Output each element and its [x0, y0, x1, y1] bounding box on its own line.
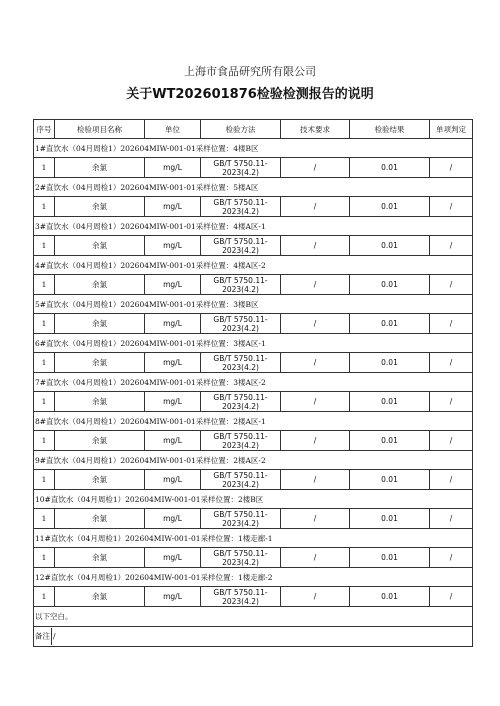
group-label: 5#直饮水（04月周检1）202604MIW-001-01采样位置：3楼B区: [34, 295, 473, 314]
cell-item-name: 余氯: [55, 548, 145, 568]
table-row: [34, 431, 473, 451]
cell-result: 0.01: [350, 314, 430, 334]
cell-judgement: /: [430, 470, 473, 490]
group-header-row: [34, 217, 473, 236]
cell-requirement: /: [281, 353, 350, 373]
remark-divider: [51, 628, 52, 645]
remark-cell: [34, 627, 473, 647]
cell-unit: mg/L: [145, 197, 201, 217]
cell-unit: mg/L: [145, 392, 201, 412]
cell-requirement: /: [281, 275, 350, 295]
cell-unit: mg/L: [145, 275, 201, 295]
cell-seq: 1: [34, 353, 55, 373]
cell-requirement: /: [281, 587, 350, 607]
cell-unit: mg/L: [145, 353, 201, 373]
group-header-row: [34, 139, 473, 158]
cell-method: GB/T 5750.11-2023(4.2): [201, 353, 281, 373]
remark-label: 备注: [35, 631, 50, 641]
cell-item-name: 余氯: [55, 587, 145, 607]
group-header-row: [34, 373, 473, 392]
group-label: 10#直饮水（04月周检1）202604MIW-001-01采样位置：2楼B区: [34, 490, 473, 509]
cell-judgement: /: [430, 314, 473, 334]
group-header-row: [34, 178, 473, 197]
cell-method: GB/T 5750.11-2023(4.2): [201, 275, 281, 295]
table-row: [34, 392, 473, 412]
table-row: [34, 587, 473, 607]
cell-method: GB/T 5750.11-2023(4.2): [201, 158, 281, 178]
header-result: 检验结果: [350, 120, 430, 139]
cell-method: GB/T 5750.11-2023(4.2): [201, 587, 281, 607]
cell-seq: 1: [34, 470, 55, 490]
group-header-row: [34, 334, 473, 353]
cell-judgement: /: [430, 587, 473, 607]
cell-judgement: /: [430, 353, 473, 373]
cell-requirement: /: [281, 431, 350, 451]
cell-item-name: 余氯: [55, 275, 145, 295]
cell-seq: 1: [34, 548, 55, 568]
cell-seq: 1: [34, 509, 55, 529]
cell-result: 0.01: [350, 197, 430, 217]
cell-judgement: /: [430, 275, 473, 295]
cell-judgement: /: [430, 158, 473, 178]
blank-note: 以下空白。: [34, 607, 473, 627]
group-label: 12#直饮水（04月周检1）202604MIW-001-01采样位置：1楼走廊-2: [34, 568, 473, 587]
cell-seq: 1: [34, 314, 55, 334]
cell-seq: 1: [34, 587, 55, 607]
cell-requirement: /: [281, 197, 350, 217]
cell-result: 0.01: [350, 353, 430, 373]
blank-note-row: [34, 607, 473, 627]
cell-seq: 1: [34, 158, 55, 178]
cell-unit: mg/L: [145, 314, 201, 334]
cell-method: GB/T 5750.11-2023(4.2): [201, 236, 281, 256]
table-row: [34, 197, 473, 217]
cell-judgement: /: [430, 431, 473, 451]
group-label: 9#直饮水（04月周检1）202604MIW-001-01采样位置：2楼A区-2: [34, 451, 473, 470]
cell-item-name: 余氯: [55, 158, 145, 178]
header-judgement: 单项判定: [430, 120, 473, 139]
table-row: [34, 509, 473, 529]
cell-unit: mg/L: [145, 548, 201, 568]
organization-name: 上海市食品研究所有限公司: [184, 65, 316, 78]
cell-judgement: /: [430, 509, 473, 529]
cell-item-name: 余氯: [55, 353, 145, 373]
cell-judgement: /: [430, 197, 473, 217]
cell-requirement: /: [281, 548, 350, 568]
document-title: 关于WT202601876检验检测报告的说明: [126, 87, 374, 102]
cell-result: 0.01: [350, 158, 430, 178]
cell-item-name: 余氯: [55, 197, 145, 217]
group-header-row: [34, 490, 473, 509]
table-row: [34, 158, 473, 178]
cell-requirement: /: [281, 392, 350, 412]
group-label: 2#直饮水（04月周检1）202604MIW-001-01采样位置：5楼A区: [34, 178, 473, 197]
cell-seq: 1: [34, 236, 55, 256]
table-row: [34, 314, 473, 334]
group-label: 6#直饮水（04月周检1）202604MIW-001-01采样位置：3楼A区-1: [34, 334, 473, 353]
cell-seq: 1: [34, 392, 55, 412]
group-label: 7#直饮水（04月周检1）202604MIW-001-01采样位置：3楼A区-2: [34, 373, 473, 392]
group-header-row: [34, 568, 473, 587]
cell-result: 0.01: [350, 275, 430, 295]
cell-judgement: /: [430, 548, 473, 568]
cell-item-name: 余氯: [55, 470, 145, 490]
cell-requirement: /: [281, 314, 350, 334]
table-row: [34, 353, 473, 373]
cell-method: GB/T 5750.11-2023(4.2): [201, 314, 281, 334]
group-header-row: [34, 256, 473, 275]
cell-unit: mg/L: [145, 431, 201, 451]
cell-judgement: /: [430, 392, 473, 412]
cell-seq: 1: [34, 275, 55, 295]
group-header-row: [34, 529, 473, 548]
cell-result: 0.01: [350, 548, 430, 568]
cell-requirement: /: [281, 470, 350, 490]
cell-result: 0.01: [350, 587, 430, 607]
header-unit: 单位: [145, 120, 201, 139]
header-requirement: 技术要求: [281, 120, 350, 139]
cell-unit: mg/L: [145, 236, 201, 256]
cell-method: GB/T 5750.11-2023(4.2): [201, 197, 281, 217]
cell-method: GB/T 5750.11-2023(4.2): [201, 509, 281, 529]
cell-item-name: 余氯: [55, 236, 145, 256]
group-label: 3#直饮水（04月周检1）202604MIW-001-01采样位置：4楼A区-1: [34, 217, 473, 236]
group-label: 1#直饮水（04月周检1）202604MIW-001-01采样位置：4楼B区: [34, 139, 473, 158]
cell-method: GB/T 5750.11-2023(4.2): [201, 548, 281, 568]
cell-judgement: /: [430, 236, 473, 256]
header-row: [34, 120, 473, 139]
table-row: [34, 470, 473, 490]
table-row: [34, 275, 473, 295]
cell-item-name: 余氯: [55, 509, 145, 529]
cell-item-name: 余氯: [55, 392, 145, 412]
group-label: 8#直饮水（04月周检1）202604MIW-001-01采样位置：2楼A区-1: [34, 412, 473, 431]
cell-item-name: 余氯: [55, 431, 145, 451]
cell-seq: 1: [34, 431, 55, 451]
cell-unit: mg/L: [145, 587, 201, 607]
cell-requirement: /: [281, 509, 350, 529]
cell-method: GB/T 5750.11-2023(4.2): [201, 470, 281, 490]
cell-result: 0.01: [350, 509, 430, 529]
cell-result: 0.01: [350, 236, 430, 256]
group-header-row: [34, 295, 473, 314]
cell-method: GB/T 5750.11-2023(4.2): [201, 392, 281, 412]
cell-requirement: /: [281, 158, 350, 178]
header-method: 检验方法: [201, 120, 281, 139]
cell-seq: 1: [34, 197, 55, 217]
header-item: 检验项目名称: [55, 120, 145, 139]
cell-unit: mg/L: [145, 470, 201, 490]
report-body: [34, 139, 473, 607]
cell-method: GB/T 5750.11-2023(4.2): [201, 431, 281, 451]
table-row: [34, 236, 473, 256]
remark-row: [34, 627, 473, 647]
cell-requirement: /: [281, 236, 350, 256]
report-table: [33, 119, 473, 647]
group-header-row: [34, 412, 473, 431]
cell-result: 0.01: [350, 470, 430, 490]
cell-unit: mg/L: [145, 158, 201, 178]
cell-result: 0.01: [350, 431, 430, 451]
cell-item-name: 余氯: [55, 314, 145, 334]
cell-result: 0.01: [350, 392, 430, 412]
remark-value: /: [53, 631, 56, 641]
group-label: 11#直饮水（04月周检1）202604MIW-001-01采样位置：1楼走廊-1: [34, 529, 473, 548]
group-label: 4#直饮水（04月周检1）202604MIW-001-01采样位置：4楼A区-2: [34, 256, 473, 275]
cell-unit: mg/L: [145, 509, 201, 529]
group-header-row: [34, 451, 473, 470]
table-row: [34, 548, 473, 568]
header-seq: 序号: [34, 120, 55, 139]
